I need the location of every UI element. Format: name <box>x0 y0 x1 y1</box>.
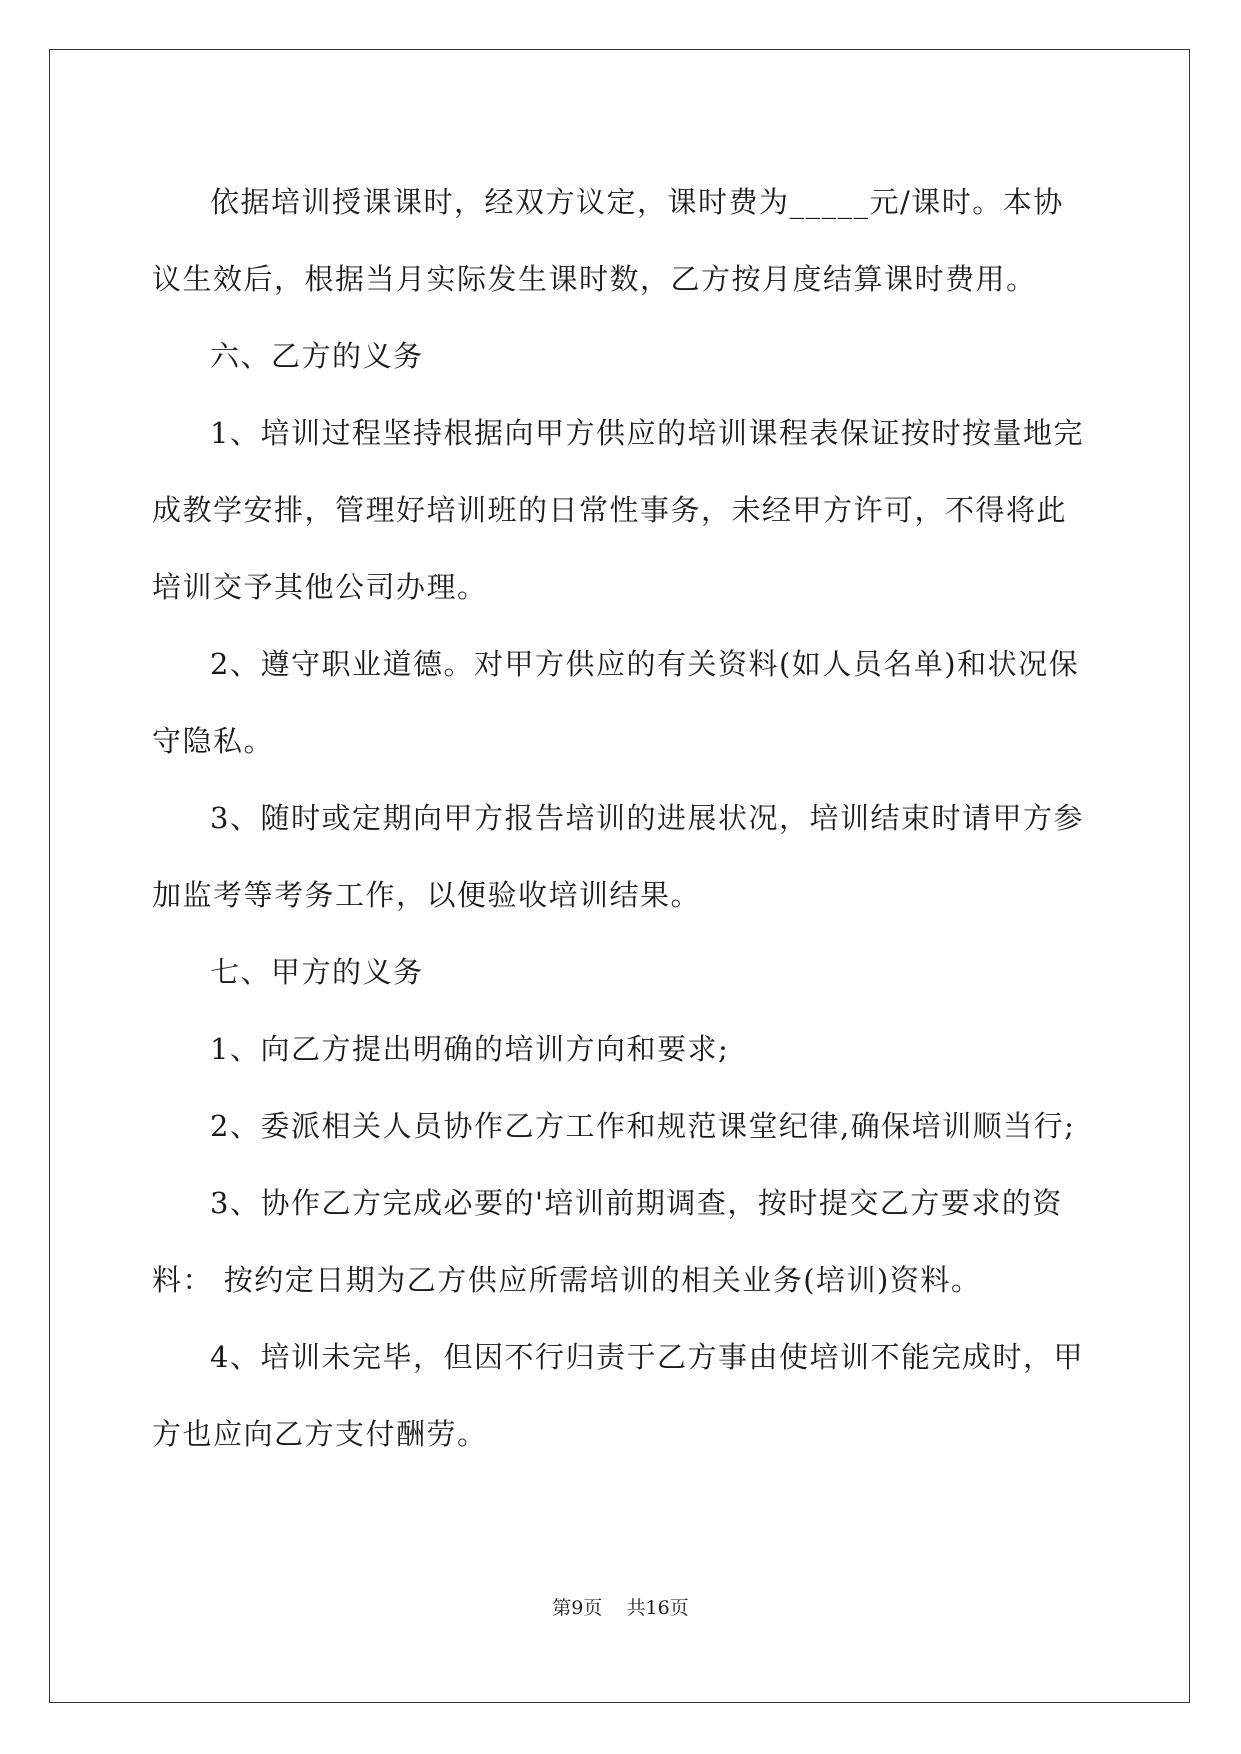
paragraph-a-1: 1、向乙方提出明确的培训方向和要求; <box>210 1032 730 1066</box>
page-number: 第9页 <box>552 1597 603 1619</box>
paragraph-b-1: 1、培训过程坚持根据向甲方供应的培训课程表保证按时按量地完成教学安排，管理好培训班的日常性事务，未经甲方许可，不得将此培训交予其他公司办理。 <box>152 416 1084 604</box>
page-total: 共16页 <box>626 1597 689 1619</box>
paragraph-a-4: 4、培训未完毕，但因不行归责于乙方事由使培训不能完成时，甲方也应向乙方支付酬劳。 <box>152 1340 1084 1451</box>
heading-party-b-obligations: 六、乙方的义务 <box>210 339 424 373</box>
paragraph-b-3: 3、随时或定期向甲方报告培训的进展状况，培训结束时请甲方参加监考等考务工作，以便验收培训结果。 <box>152 801 1084 912</box>
paragraph-b-2: 2、遵守职业道德。对甲方供应的有关资料(如人员名单)和状况保守隐私。 <box>152 647 1080 758</box>
heading-party-a-obligations: 七、甲方的义务 <box>210 955 424 989</box>
paragraph-a-3: 3、协作乙方完成必要的'培训前期调查，按时提交乙方要求的资料： 按约定日期为乙方供应所需培训的相关业务(培训)资料。 <box>152 1186 1063 1297</box>
document-body <box>152 164 1092 1473</box>
paragraph-fee: 依据培训授课课时，经双方议定，课时费为_____元/课时。本协议生效后，根据当月实际发生课时数，乙方按月度结算课时费用。 <box>152 185 1064 296</box>
page-footer <box>0 1593 1241 1620</box>
paragraph-a-2: 2、委派相关人员协作乙方工作和规范课堂纪律,确保培训顺当行; <box>210 1109 1076 1143</box>
